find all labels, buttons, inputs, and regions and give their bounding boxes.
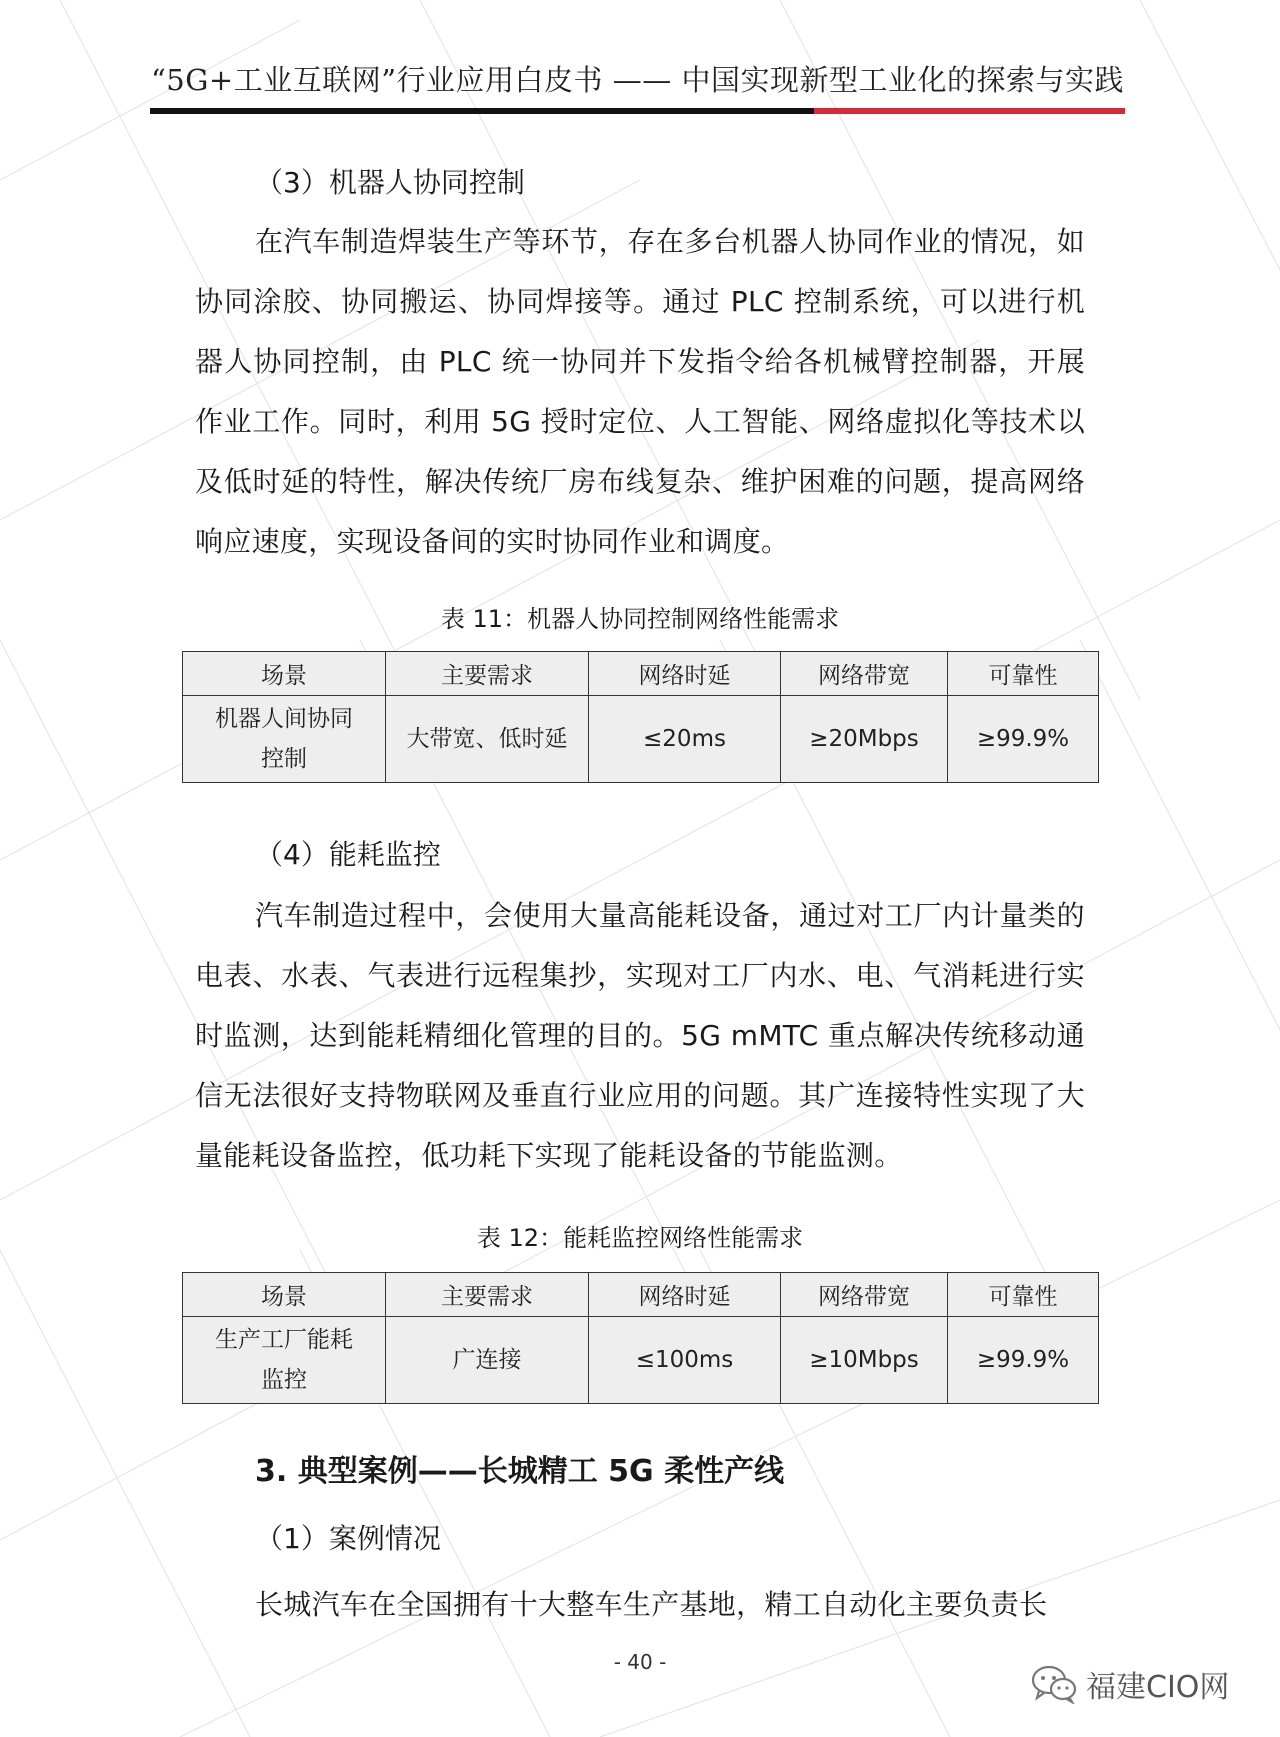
header-cell: 场景 bbox=[183, 652, 386, 696]
paragraph-robot-control: 在汽车制造焊装生产等环节，存在多台机器人协同作业的情况，如协同涂胶、协同搬运、协同焊接等。通过 PLC 控制系统，可以进行机器人协同控制，由 PLC 统一协同并下发指令给各机械臂控制器，开展作业工作。同时，利用 5G 授时定位、人工智能、网络虚拟化等技术以及低时延的特性，解决传统厂房布线复杂、维护困难的问题，提高网络响应速度，实现设备间的实时协同作业和调度。 bbox=[195, 225, 1085, 558]
table-header-row bbox=[183, 1273, 1099, 1317]
header-rule-red bbox=[814, 108, 1125, 114]
table-caption: 表 12：能耗监控网络性能需求 bbox=[476, 1224, 804, 1252]
header-cell: 网络带宽 bbox=[781, 1273, 948, 1317]
table-cell: ≥99.9% bbox=[948, 696, 1099, 783]
header-rule-black bbox=[150, 108, 814, 114]
header-cell: 网络时延 bbox=[589, 652, 781, 696]
paragraph-case: 长城汽车在全国拥有十大整车生产基地，精工自动化主要负责长 bbox=[255, 1588, 1048, 1621]
table-header-row bbox=[183, 652, 1099, 696]
performance-table-energy bbox=[182, 1272, 1099, 1404]
table-cell: ≥99.9% bbox=[948, 1317, 1099, 1404]
header-cell: 场景 bbox=[183, 1273, 386, 1317]
table-cell: ≤20ms bbox=[589, 696, 781, 783]
table-cell: 生产工厂能耗监控 bbox=[183, 1317, 386, 1404]
page-number: - 40 - bbox=[613, 1650, 667, 1674]
section-subheading-robot-control: （3）机器人协同控制 bbox=[255, 166, 525, 199]
header-cell: 网络时延 bbox=[589, 1273, 781, 1317]
header-cell: 主要需求 bbox=[386, 652, 589, 696]
brand-watermark bbox=[1030, 1662, 1229, 1706]
table-cell: 机器人间协同控制 bbox=[183, 696, 386, 783]
table-cell: ≥20Mbps bbox=[781, 696, 948, 783]
performance-table-robot bbox=[182, 651, 1099, 783]
running-header: “5G+工业互联网”行业应用白皮书 —— 中国实现新型工业化的探索与实践 bbox=[150, 63, 1124, 97]
table-row bbox=[183, 696, 1099, 783]
brand-text: 福建CIO网 bbox=[1086, 1670, 1230, 1705]
case-subheading: （1）案例情况 bbox=[255, 1522, 441, 1555]
table-cell: 大带宽、低时延 bbox=[386, 696, 589, 783]
section-subheading-energy: （4）能耗监控 bbox=[255, 838, 441, 871]
case-heading: 3. 典型案例——长城精工 5G 柔性产线 bbox=[255, 1454, 785, 1489]
header-rule bbox=[150, 108, 1125, 114]
header-cell: 主要需求 bbox=[386, 1273, 589, 1317]
table-cell: ≤100ms bbox=[589, 1317, 781, 1404]
wechat-icon bbox=[1030, 1664, 1078, 1704]
header-cell: 网络带宽 bbox=[781, 652, 948, 696]
header-cell: 可靠性 bbox=[948, 1273, 1099, 1317]
paragraph-energy: 汽车制造过程中，会使用大量高能耗设备，通过对工厂内计量类的电表、水表、气表进行远程集抄，实现对工厂内水、电、气消耗进行实时监测，达到能耗精细化管理的目的。5G mMTC 重点解决传统移动通信无法很好支持物联网及垂直行业应用的问题。其广连接特性实现了大量能耗设备监控，低功耗下实现了能耗设备的节能监测。 bbox=[195, 899, 1085, 1172]
table-row bbox=[183, 1317, 1099, 1404]
header-cell: 可靠性 bbox=[948, 652, 1099, 696]
table-caption: 表 11：机器人协同控制网络性能需求 bbox=[440, 605, 840, 633]
table-cell: ≥10Mbps bbox=[781, 1317, 948, 1404]
table-cell: 广连接 bbox=[386, 1317, 589, 1404]
